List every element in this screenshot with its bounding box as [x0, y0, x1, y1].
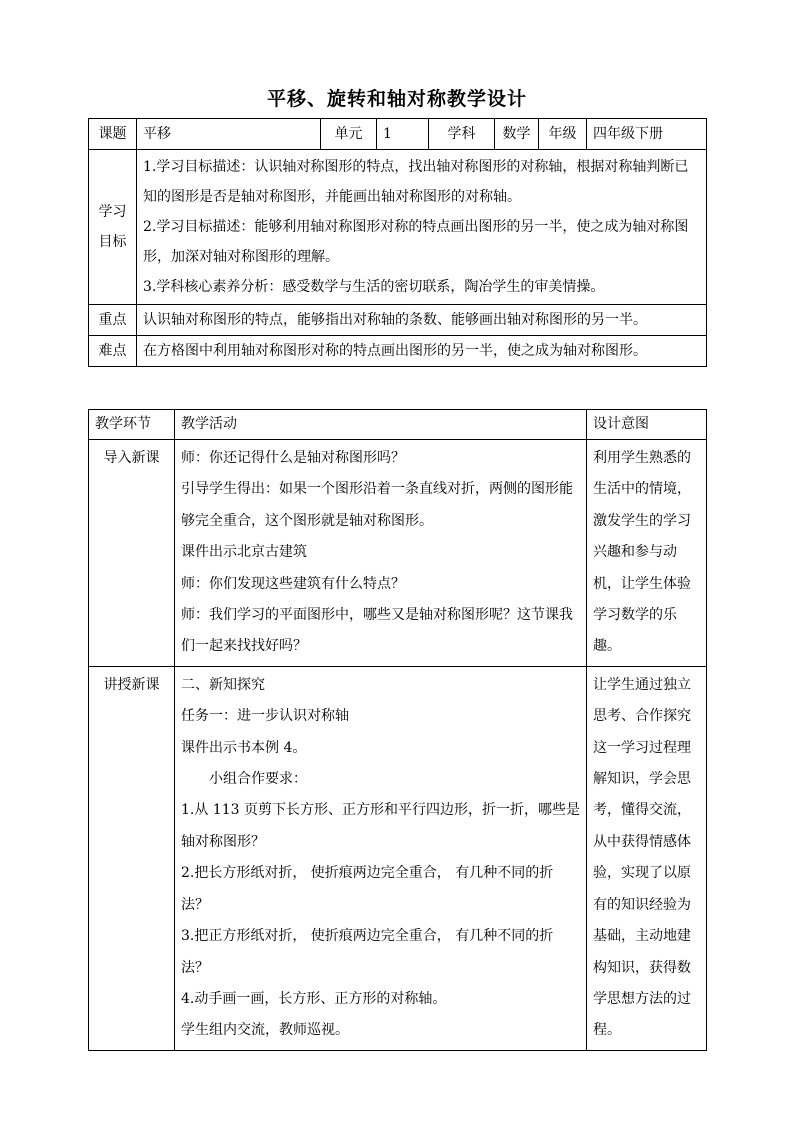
- activity-line: 师：你还记得什么是轴对称图形吗？: [181, 450, 405, 466]
- activity-line: 课件出示书本例 4。: [181, 739, 307, 756]
- subject-value: 数学: [495, 119, 539, 150]
- info-row-key: [89, 305, 707, 336]
- activity-intro: [175, 440, 587, 667]
- key-label: 重点: [89, 305, 137, 336]
- activity-line: 4.动手画一画，长方形、正方形的对称轴。: [181, 990, 447, 1007]
- header-intent: 设计意图: [587, 410, 707, 440]
- unit-label: 单元: [321, 119, 377, 150]
- process-header-row: [89, 410, 707, 440]
- subject-label: 学科: [429, 119, 495, 150]
- grade-label: 年级: [539, 119, 587, 150]
- intent-new-lesson: 让学生通过独立思考、合作探究这一学习过程理解知识，学会思考，懂得交流，从中获得情感体验，实现了以原有的知识经验为基础，主动地建构知识，获得数学思想方法的过程。: [587, 666, 707, 1050]
- goals-content: [137, 150, 707, 305]
- grade-value: 四年级下册: [587, 119, 707, 150]
- difficulty-label: 难点: [89, 336, 137, 367]
- activity-line: 二、新知探究: [181, 676, 265, 693]
- activity-line: 小组合作要求：: [209, 771, 307, 788]
- difficulty-value: 在方格图中利用轴对称图形对称的特点画出图形的另一半，使之成为轴对称图形。: [137, 336, 707, 367]
- activity-line: 引导学生得出：如果一个图形沿着一条直线对折，两侧的图形能够完全重合，这个图形就是轴对称图形。: [181, 481, 573, 529]
- info-row-difficulty: [89, 336, 707, 367]
- goal-1: 1.学习目标描述：认识轴对称图形的特点，找出轴对称图形的对称轴，根据对称轴判断已知的图形是否是轴对称图形，并能画出轴对称图形的对称轴。: [143, 159, 689, 205]
- process-row-intro: [89, 440, 707, 667]
- activity-line: 师：你们发现这些建筑有什么特点？: [181, 575, 405, 592]
- activity-line: 2.把长方形纸对折， 使折痕两边完全重合， 有几种不同的折法？: [181, 865, 554, 913]
- key-value: 认识轴对称图形的特点，能够指出对称轴的条数、能够画出轴对称图形的另一半。: [137, 305, 707, 336]
- activity-line: 3.把正方形纸对折， 使折痕两边完全重合， 有几种不同的折法？: [181, 928, 554, 976]
- goal-2: 2.学习目标描述：能够利用轴对称图形对称的特点画出图形的另一半，使之成为轴对称图形，加深对轴对称图形的理解。: [143, 219, 689, 265]
- info-row-goals: [89, 150, 707, 305]
- topic-value: 平移: [137, 119, 321, 150]
- unit-value: 1: [377, 119, 429, 150]
- intent-intro: 利用学生熟悉的生活中的情境，激发学生的学习兴趣和参与动机，让学生体验学习数学的乐趣。: [587, 440, 707, 667]
- stage-new-lesson: 讲授新课: [89, 666, 175, 1050]
- header-stage: 教学环节: [89, 410, 175, 440]
- goals-label: 学习目标: [89, 150, 137, 305]
- activity-line: 任务一：进一步认识对称轴: [181, 708, 349, 725]
- header-activity: 教学活动: [175, 410, 587, 440]
- goal-3: 3.学科核心素养分析：感受数学与生活的密切联系，陶冶学生的审美情操。: [143, 279, 605, 295]
- info-row-topic: [89, 119, 707, 150]
- stage-intro: 导入新课: [89, 440, 175, 667]
- activity-line: 师：我们学习的平面图形中，哪些又是轴对称图形呢？这节课我们一起来找找好吗？: [181, 607, 573, 655]
- activity-line: 1.从 113 页剪下长方形、正方形和平行四边形，折一折，哪些是轴对称图形？: [181, 802, 580, 850]
- activity-new-lesson: [175, 666, 587, 1050]
- topic-label: 课题: [89, 119, 137, 150]
- activity-line: 学生组内交流，教师巡视。: [181, 1022, 349, 1039]
- page-title: 平移、旋转和轴对称教学设计: [266, 88, 527, 110]
- lesson-info-table: [88, 118, 707, 367]
- teaching-process-table: [88, 409, 707, 1051]
- activity-line: 课件出示北京古建筑: [181, 544, 307, 561]
- process-row-new-lesson: [89, 666, 707, 1050]
